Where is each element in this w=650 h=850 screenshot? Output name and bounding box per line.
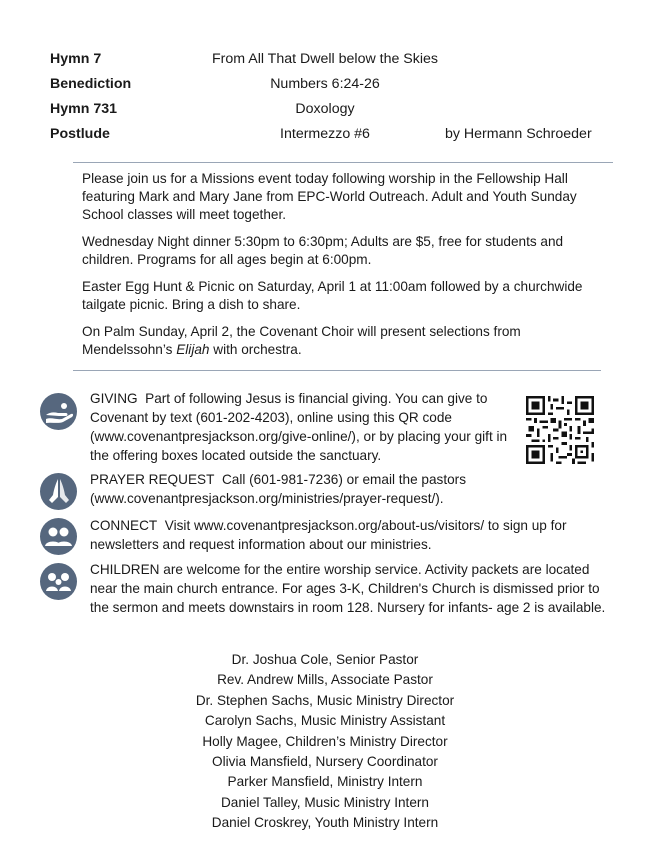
elijah-title: Elijah: [176, 342, 210, 357]
giving-hand-icon: [40, 393, 77, 430]
announcement-missions: Please join us for a Missions event today following worship in the Fellowship Hall featuring Mark and Mary Jane from EPC-World Outreach. Adult and Youth Sunday School classes will meet together.: [82, 171, 577, 222]
order-label: Benediction: [50, 76, 132, 92]
order-title: Doxology: [295, 101, 355, 117]
staff-member: Holly Magee, Children’s Ministry Director: [202, 733, 448, 749]
order-label: Postlude: [50, 126, 110, 142]
children-heading: CHILDREN: [90, 562, 160, 577]
announcement-easter: Easter Egg Hunt & Picnic on Saturday, April 1 at 11:00am followed by a churchwide tailgate picnic. Bring a dish to share.: [82, 279, 583, 312]
prayer-heading: PRAYER REQUEST: [90, 472, 215, 487]
giving-body: Part of following Jesus is financial giving. You can give to Covenant by text (601-202-4203), online using this QR code (www.covenantpresjackson.org/give-online/), or by placing your gift in the offering boxes located outside the sanctuary.: [90, 391, 508, 463]
order-row: [0, 126, 650, 148]
divider: [73, 370, 601, 371]
staff-member: Dr. Stephen Sachs, Music Ministry Director: [195, 692, 455, 708]
palm-sunday-text-end: with orchestra.: [209, 342, 302, 357]
staff-member: Daniel Croskrey, Youth Ministry Intern: [211, 815, 439, 831]
order-label: Hymn 731: [50, 101, 118, 117]
staff-member: Daniel Talley, Music Ministry Intern: [220, 794, 429, 810]
staff-member: Dr. Joshua Cole, Senior Pastor: [231, 652, 419, 667]
connect-heading: CONNECT: [90, 518, 158, 533]
palm-sunday-text: On Palm Sunday, April 2, the Covenant Choir will present selections from Mendelssohn’s: [82, 324, 521, 357]
children-body: are welcome for the entire worship service. Activity packets are located near the main church entrance. For ages 3-K, Children's Church is dismissed prior to the sermon and meets downstairs in room 128. Nursery for infants- age 2 is available.: [90, 562, 606, 615]
announcement-palm-sunday: [82, 323, 612, 359]
announcement-wednesday: Wednesday Night dinner 5:30pm to 6:30pm; Adults are $5, free for students and children. Programs for all ages begin at 6:00pm.: [82, 234, 564, 267]
connect-text: [90, 516, 610, 554]
children-icon: [40, 563, 77, 600]
order-row: [0, 51, 650, 73]
qr-code-icon[interactable]: [526, 396, 594, 464]
order-label: Hymn 7: [50, 51, 102, 67]
staff-list: [0, 650, 650, 834]
connect-body: Visit www.covenantpresjackson.org/about-us/visitors/ to sign up for newsletters and request information about our ministries.: [90, 518, 567, 552]
staff-member: Parker Mansfield, Ministry Intern: [227, 774, 423, 790]
children-text: [90, 560, 614, 617]
staff-member: Rev. Andrew Mills, Associate Pastor: [217, 672, 433, 688]
divider: [73, 162, 613, 163]
praying-hands-icon: [40, 473, 77, 510]
people-icon: [40, 518, 77, 555]
order-composer: by Hermann Schroeder: [445, 126, 592, 142]
order-row: [0, 76, 650, 98]
staff-member: Carolyn Sachs, Music Ministry Assistant: [204, 713, 446, 729]
giving-text: [90, 389, 510, 465]
order-title: Intermezzo #6: [280, 126, 370, 142]
giving-heading: GIVING: [90, 391, 138, 406]
prayer-text: [90, 470, 610, 508]
staff-member: Olivia Mansfield, Nursery Coordinator: [212, 753, 438, 769]
order-title: Numbers 6:24-26: [270, 76, 380, 92]
order-row: [0, 101, 650, 123]
order-title: From All That Dwell below the Skies: [211, 51, 439, 67]
prayer-body: Call (601-981-7236) or email the pastors (www.covenantpresjackson.org/ministries/prayer-request/).: [90, 472, 467, 506]
